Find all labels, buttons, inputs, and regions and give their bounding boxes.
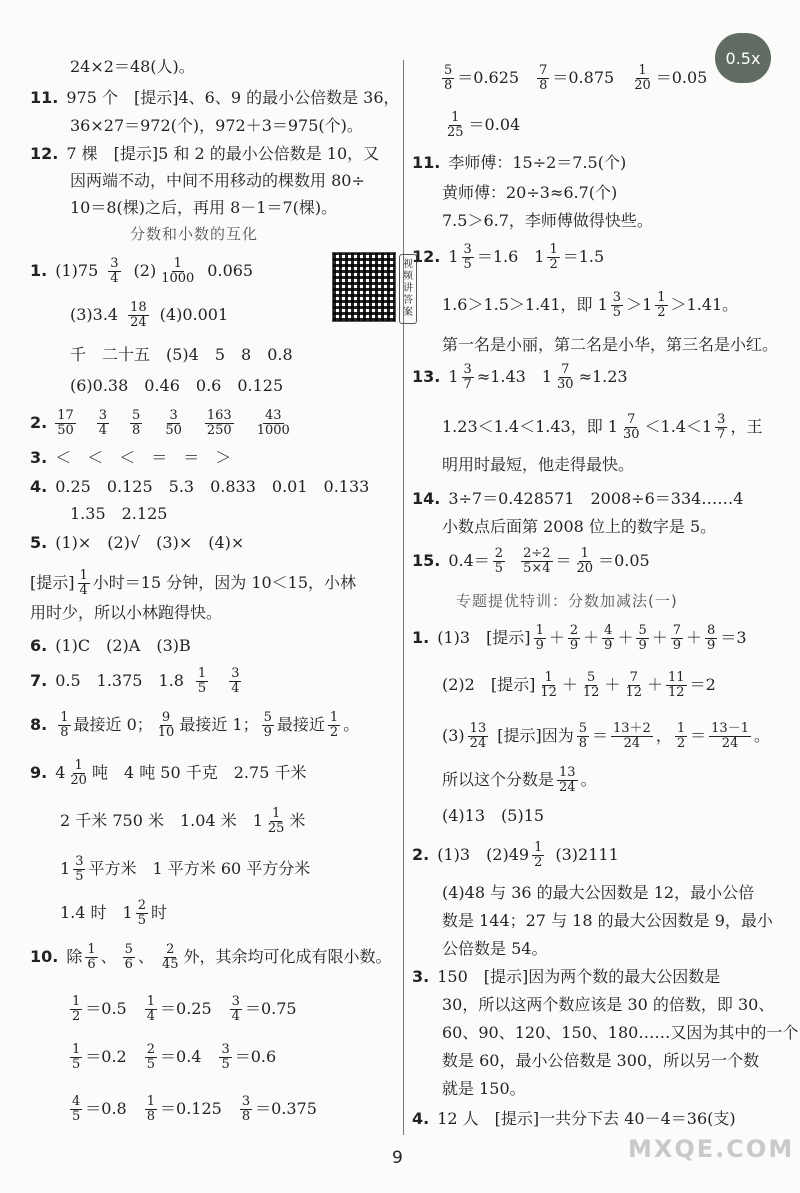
answer-line: 明用时最短，他走得最快。 [442,455,635,474]
fraction: $\frac{1}{6}$ [87,941,96,972]
answer-3: 3. 150 [提示]因为两个数的最大公因数是 [412,967,721,986]
fraction: $\frac{1}{20}$ [576,545,594,576]
fraction: $\frac{17}{50}$ [57,407,74,438]
answer-line: 数是 144；27 与 18 的最大公因数是 9，最小 [442,911,773,930]
fraction: $\frac{2\div 2}{5\times 4}$ [523,545,551,576]
fraction: $\frac{9}{10}$ [157,709,175,740]
fraction: $\frac{1}{2}$ [534,839,543,870]
answer-line: 7.5＞6.7，李师傅做得快些。 [442,211,653,230]
answer-line: $\frac{5}{8}$ ＝0.625 $\frac{7}{8}$ ＝0.875 $\frac{1}{20}$ ＝0.05 [444,62,708,93]
fraction: $\frac{2}{5}$ [146,1041,156,1072]
fraction: $\frac{1}{2}$ [72,993,81,1024]
answer-11: 11. 975 个 [提示]4、6、9 的最小公倍数是 36， [30,88,400,107]
fraction: $\frac{5}{9}$ [638,622,647,653]
fraction: $\frac{7}{8}$ [539,62,548,93]
answer-line: 1.4 时 1 $\frac{2}{5}$ 时 [60,897,168,928]
answer-13: 13. 1 $\frac{3}{7}$ ≈1.43 1 $\frac{7}{30}$ ≈1.23 [412,361,628,392]
column-divider [403,60,404,1135]
answer-line: 公倍数是 54。 [442,939,548,958]
section-heading: 分数和小数的互化 [130,225,259,243]
fraction: $\frac{18}{24}$ [130,299,147,330]
fraction: $\frac{3}{4}$ [110,255,119,286]
page-number: 9 [392,1148,403,1168]
answer-8: 8. $\frac{1}{8}$ 最接近 0； $\frac{9}{10}$ 最接近 1； $\frac{5}{9}$ 最接近 $\frac{1}{2}$ 。 [30,709,360,740]
fraction: $\frac{13}{24}$ [559,764,576,795]
fraction: $\frac{5}{6}$ [124,941,133,972]
fraction: $\frac{1}{4}$ [79,567,88,598]
fraction: $\frac{3}{7}$ [717,411,726,442]
answer-line: 10＝8(棵)之后，再用 8－1＝7(棵)。 [70,198,338,217]
fraction: $\frac{13}{24}$ [469,720,487,751]
fraction: $\frac{1}{2}$ [329,709,339,740]
fraction: $\frac{7}{30}$ [557,361,574,392]
fraction: $\frac{3}{4}$ [98,407,108,438]
fraction: $\frac{1}{20}$ [70,757,87,788]
answer-line: (4)48 与 36 的最大公因数是 12，最小公倍 [442,883,755,902]
fraction: $\frac{1}{20}$ [634,62,651,93]
fraction: $\frac{3}{5}$ [221,1041,230,1072]
fraction: $\frac{2}{5}$ [137,897,146,928]
answer-6: 6. (1)C (2)A (3)B [30,636,191,655]
section-heading: 专题提优特训：分数加减法(一) [456,592,678,610]
fraction: $\frac{7}{9}$ [672,622,682,653]
answer-line: $\frac{1}{2}$ ＝0.5 $\frac{1}{4}$ ＝0.25 $\frac{3}{4}$ ＝0.75 [72,993,297,1024]
fraction: $\frac{1}{1000}$ [161,255,195,286]
fraction: $\frac{3}{5}$ [612,289,622,320]
answer-line: 用时少，所以小林跑得快。 [30,603,223,622]
answer-line: (3)3.4 $\frac{18}{24}$ (4)0.001 [70,299,229,330]
qr-code[interactable] [332,252,396,322]
fraction: $\frac{3}{8}$ [241,1093,251,1124]
fraction: $\frac{1}{12}$ [540,669,557,700]
fraction: $\frac{1}{25}$ [267,805,285,836]
answer-11: 11. 李师傅：15÷2＝7.5(个) [412,153,627,172]
answer-line: [提示] $\frac{1}{4}$ 小时＝15 分钟，因为 10＜15，小林 [30,567,357,598]
answer-line: 1 $\frac{3}{5}$ 平方米 1 平方米 60 平方分米 [60,853,311,884]
fraction: $\frac{5}{9}$ [263,709,272,740]
qr-label: 视频讲答案 [399,254,417,324]
watermark: MXQE.COM [628,1135,795,1163]
fraction: $\frac{13-1}{24}$ [711,720,749,751]
fraction: $\frac{1}{4}$ [146,993,156,1024]
zoom-badge[interactable]: 0.5x [715,33,771,83]
answer-3: 3. ＜ ＜ ＜ ＝ ＝ ＞ [30,448,232,467]
answer-12: 12. 1 $\frac{3}{5}$ ＝1.6 1 $\frac{1}{2}$ ＝1.5 [412,241,605,272]
fraction: $\frac{1}{5}$ [72,1041,81,1072]
fraction: $\frac{3}{7}$ [463,361,472,392]
answer-12: 12. 7 棵 [提示]5 和 2 的最小公倍数是 10，又 [30,144,380,163]
answer-line: 60、90、120、150、180……又因为其中的一个 [442,1023,799,1042]
fraction: $\frac{1}{9}$ [535,622,544,653]
answer-line: 就是 150。 [442,1079,526,1098]
answer-15: 15. 0.4＝ $\frac{2}{5}$ $\frac{2\div 2}{5\times 4}$ ＝ $\frac{1}{20}$ ＝0.05 [412,545,650,576]
fraction: $\frac{3}{4}$ [231,665,240,696]
fraction: $\frac{7}{30}$ [622,411,640,442]
answer-4: 4. 0.25 0.125 5.3 0.833 0.01 0.133 [30,477,370,496]
answer-line: 黄师傅：20÷3≈6.7(个) [442,183,618,202]
fraction: $\frac{1}{2}$ [657,289,666,320]
answer-1: 1. (1)75 $\frac{3}{4}$ (2) $\frac{1}{1000}$ 0.065 [30,255,254,286]
answer-line: 1.35 2.125 [70,504,168,523]
fraction: $\frac{1}{2}$ [549,241,558,272]
answer-line: 24×2＝48(人)。 [70,57,195,76]
answer-2: 2. $\frac{17}{50}$ $\frac{3}{4}$ $\frac{5}{8}$ $\frac{3}{50}$ $\frac{163}{250}$ $\frac{43}{1000}$ [30,407,290,438]
fraction: $\frac{2}{9}$ [569,622,579,653]
fraction: $\frac{13+2}{24}$ [613,720,651,751]
answer-9: 9. 4 $\frac{1}{20}$ 吨 4 吨 50 千克 2.75 千米 [30,757,307,788]
answer-line: 36×27＝972(个)，972＋3＝975(个)。 [70,116,363,135]
answer-line: 所以这个分数是 $\frac{13}{24}$ 。 [442,764,597,795]
answer-line: 数是 60，最小公倍数是 300，所以另一个数 [442,1051,760,1070]
fraction: $\frac{1}{5}$ [197,665,207,696]
fraction: $\frac{1}{25}$ [447,109,464,140]
answer-line: 小数点后面第 2008 位上的数字是 5。 [442,517,717,536]
fraction: $\frac{1}{8}$ [60,709,69,740]
answer-line: 第一名是小丽，第二名是小华，第三名是小红。 [442,335,779,354]
answer-line: 1.23＜1.4＜1.43，即 1 $\frac{7}{30}$ ＜1.4＜1 $\frac{3}{7}$ ，王 [442,411,763,442]
answer-1: 1. (1)3 [提示] $\frac{1}{9}$ ＋ $\frac{2}{9}$ ＋ $\frac{4}{9}$ ＋ $\frac{5}{9}$ ＋ $\frac{7}{9}$ ＋ $\frac{8}{9}$ ＝3 [412,622,747,653]
answer-line: $\frac{1}{25}$ ＝0.04 [447,109,521,140]
answer-line: 千 二十五 (5)4 5 8 0.8 [70,345,293,364]
fraction: $\frac{5}{8}$ [444,62,453,93]
fraction: $\frac{8}{9}$ [707,622,716,653]
answer-line: (6)0.38 0.46 0.6 0.125 [70,376,284,395]
answer-line: $\frac{4}{5}$ ＝0.8 $\frac{1}{8}$ ＝0.125 $\frac{3}{8}$ ＝0.375 [72,1093,317,1124]
fraction: $\frac{2}{45}$ [161,941,179,972]
fraction: $\frac{3}{5}$ [75,853,84,884]
answer-5: 5. (1)× (2)√ (3)× (4)× [30,533,245,552]
answer-line: 因两端不动，中间不用移动的棵数用 80÷ [70,171,365,190]
fraction: $\frac{163}{250}$ [206,407,232,438]
fraction: $\frac{4}{9}$ [604,622,613,653]
fraction: $\frac{5}{8}$ [578,720,587,751]
answer-7: 7. 0.5 1.375 1.8 $\frac{1}{5}$ $\frac{3}{4}$ [30,665,240,696]
fraction: $\frac{5}{8}$ [132,407,141,438]
fraction: $\frac{11}{12}$ [668,669,685,700]
fraction: $\frac{43}{1000}$ [256,407,290,438]
answer-4: 4. 12 人 [提示]一共分下去 40－4＝36(支) [412,1109,736,1128]
fraction: $\frac{2}{5}$ [494,545,504,576]
fraction: $\frac{1}{8}$ [146,1093,156,1124]
fraction: $\frac{7}{12}$ [625,669,643,700]
answer-line: $\frac{1}{5}$ ＝0.2 $\frac{2}{5}$ ＝0.4 $\frac{3}{5}$ ＝0.6 [72,1041,277,1072]
answer-line: 2 千米 750 米 1.04 米 1 $\frac{1}{25}$ 米 [60,805,306,836]
answer-line: (3) $\frac{13}{24}$ [提示]因为 $\frac{5}{8}$ ＝ $\frac{13+2}{24}$ ， $\frac{1}{2}$ ＝ $\frac{13-1}{24}$ 。 [442,720,770,751]
answer-2: 2. (1)3 (2)49 $\frac{1}{2}$ (3)2111 [412,839,619,870]
answer-line: 1.6＞1.5＞1.41，即 1 $\frac{3}{5}$ ＞1 $\frac{1}{2}$ ＞1.41。 [442,289,739,320]
fraction: $\frac{1}{2}$ [676,720,686,751]
fraction: $\frac{3}{50}$ [165,407,182,438]
answer-line: (2)2 [提示] $\frac{1}{12}$ ＋ $\frac{5}{12}$ ＋ $\frac{7}{12}$ ＋ $\frac{11}{12}$ ＝2 [442,669,716,700]
fraction: $\frac{5}{12}$ [582,669,600,700]
fraction: $\frac{4}{5}$ [72,1093,81,1124]
answer-14: 14. 3÷7＝0.428571 2008÷6＝334……4 [412,489,744,508]
fraction: $\frac{3}{5}$ [463,241,472,272]
answer-10: 10. 除 $\frac{1}{6}$ 、 $\frac{5}{6}$ 、 $\frac{2}{45}$ 外，其余均可化成有限小数。 [30,941,392,972]
answer-line: 30，所以这两个数应该是 30 的倍数，即 30、 [442,995,775,1014]
answer-line: (4)13 (5)15 [442,806,545,825]
fraction: $\frac{3}{4}$ [231,993,240,1024]
